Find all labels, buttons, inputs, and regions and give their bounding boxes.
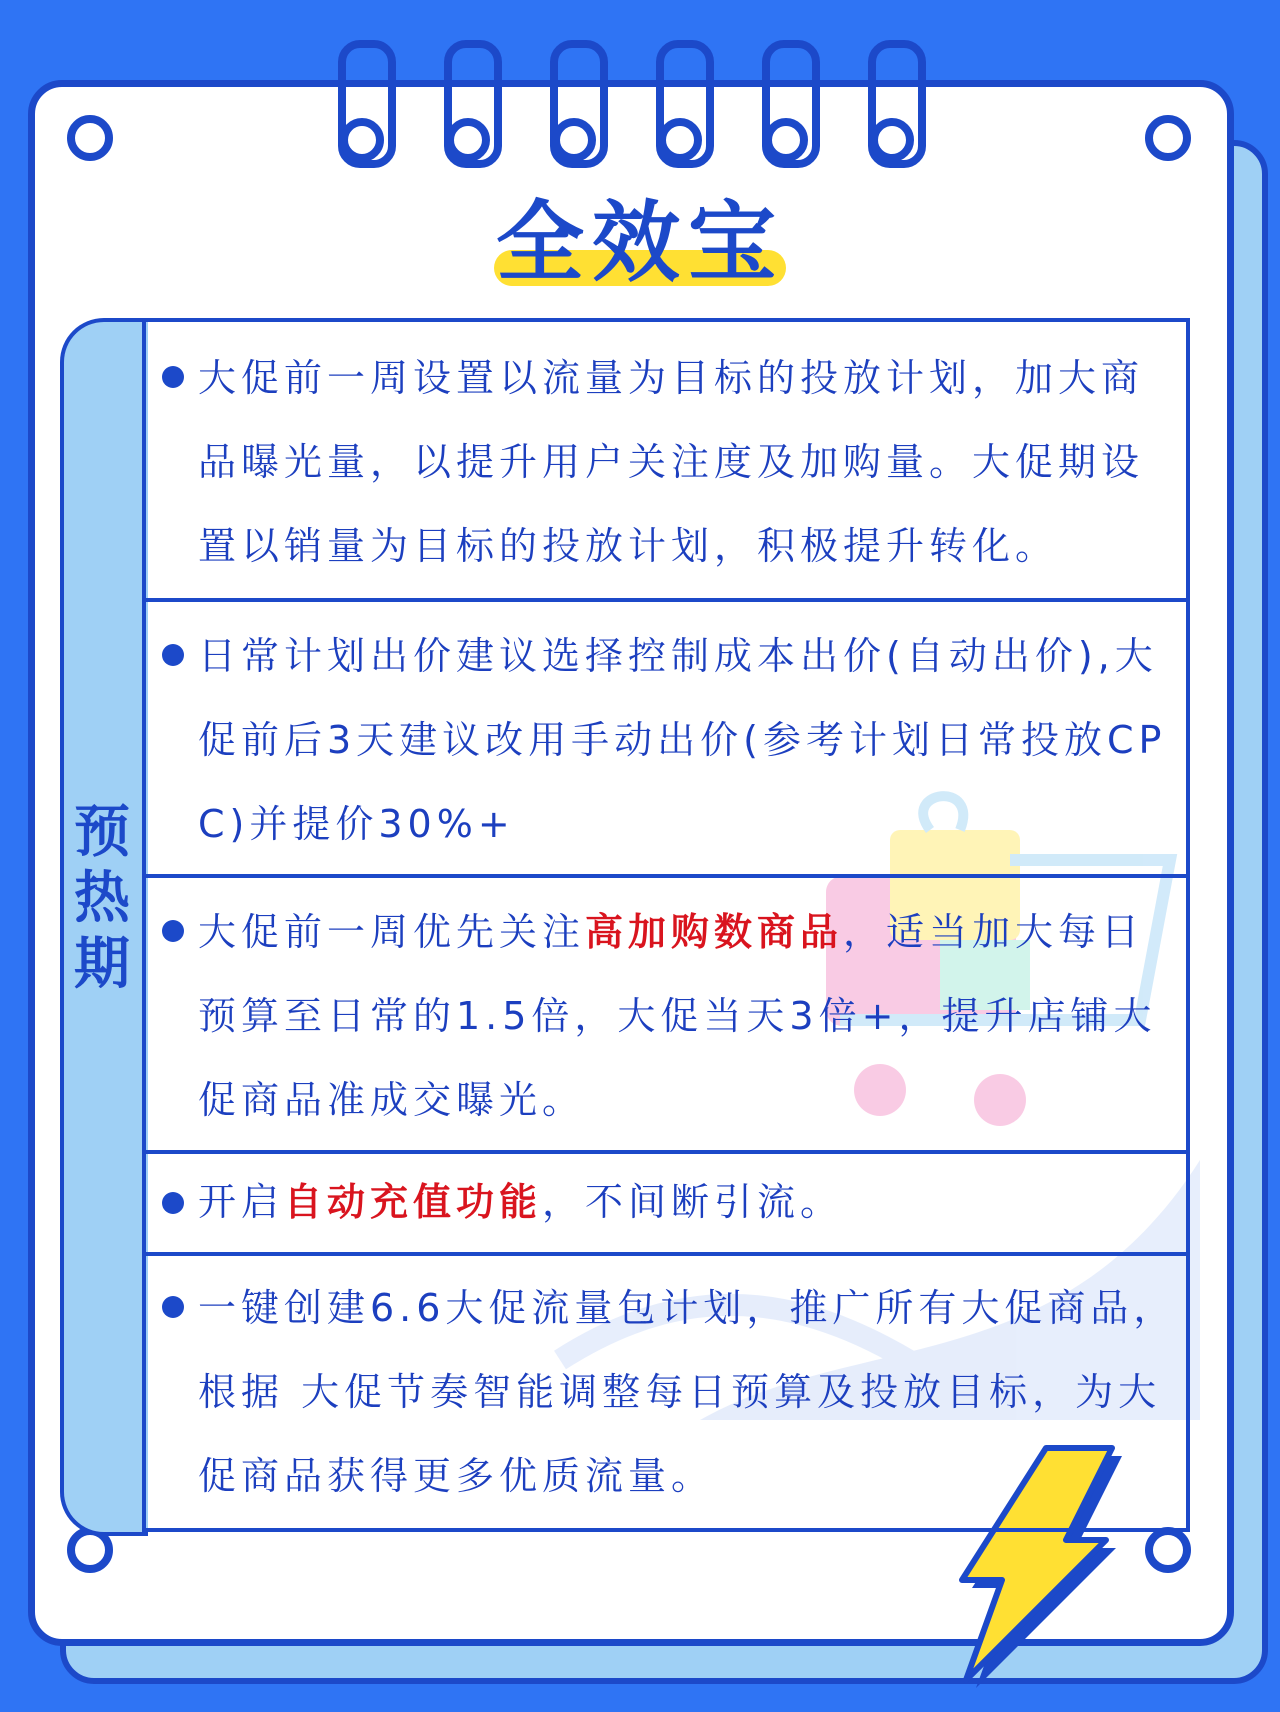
bullet-dot <box>162 1296 184 1318</box>
table-row <box>146 1256 1186 1528</box>
row-text-post: ，适当加大每日预算至日常的1.5倍，大促当天3倍+，提升店铺大促商品准成交曝光。 <box>198 910 1157 1122</box>
table-row <box>146 602 1186 878</box>
bullet-dot <box>162 1192 184 1214</box>
table-row <box>146 1154 1186 1256</box>
row-text-pre: 大促前一周优先关注 <box>198 910 586 954</box>
highlight-text: 自动充值功能 <box>284 1180 543 1224</box>
table-row <box>146 878 1186 1154</box>
side-label: 预热期 <box>74 800 130 997</box>
highlight-text: 高加购数商品 <box>585 910 844 954</box>
row-text <box>198 614 1178 866</box>
bullet-dot <box>162 644 184 666</box>
page-title: 全效宝 <box>495 191 784 294</box>
row-text-pre: 开启 <box>198 1180 285 1224</box>
row-text <box>198 890 1178 1142</box>
row-text-post: ，不间断引流。 <box>542 1180 844 1224</box>
row-text-content: 日常计划出价建议选择控制成本出价(自动出价),大促前后3天建议改用手动出价(参考计划日常投放CPC)并提价30%+ <box>198 634 1167 846</box>
tips-table <box>142 318 1190 1532</box>
bullet-dot <box>162 920 184 942</box>
row-text <box>198 336 1178 588</box>
row-text <box>198 1160 1178 1244</box>
bullet-dot <box>162 366 184 388</box>
table-row <box>146 322 1186 602</box>
row-text-content: 大促前一周设置以流量为目标的投放计划，加大商品曝光量，以提升用户关注度及加购量。大促期设置以销量为目标的投放计划，积极提升转化。 <box>198 356 1145 568</box>
row-text-content: 一键创建6.6大促流量包计划，推广所有大促商品，根据 大促节奏智能调整每日预算及投放目标，为大促商品获得更多优质流量。 <box>198 1286 1177 1498</box>
row-text <box>198 1266 1178 1518</box>
